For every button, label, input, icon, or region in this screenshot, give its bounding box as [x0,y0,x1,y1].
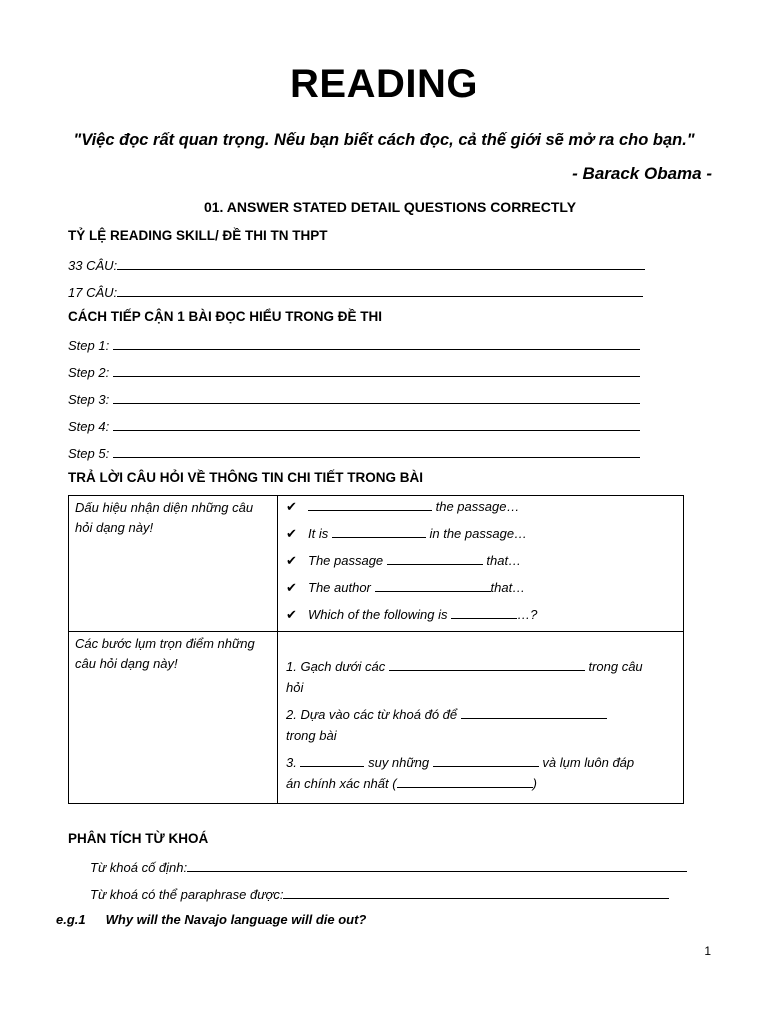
item-text: 3. [286,755,297,770]
row-label-steps: Các bước lụm trọn điểm những câu hỏi dạng này! [69,632,278,804]
ratio-heading: TỶ LỆ READING SKILL/ ĐỀ THI TN THPT [68,228,328,243]
paraphrase-keyword-label: Từ khoá có thể paraphrase được: [90,887,284,902]
answer-blank [300,754,364,767]
item-text: suy những [368,755,430,770]
list-item [286,496,675,523]
answer-blank [332,525,426,538]
example-label: e.g.1 [56,912,86,927]
item-text: The passage [308,553,384,568]
checkmark-icon: ✔ [286,526,297,541]
checkmark-icon: ✔ [286,553,297,568]
item-text: trong câu [588,659,643,674]
list-item [286,704,675,746]
item-text: 1. Gạch dưới các [286,659,386,674]
answer-blank [283,886,669,899]
paraphrase-keyword-line [90,886,669,902]
list-item [286,550,675,577]
item-text: in the passage… [429,526,528,541]
example-line [56,912,366,927]
item-text: ) [532,776,537,791]
list-item [286,604,675,631]
answer-blank [451,606,517,619]
item-text: hỏi [286,680,304,695]
list-item [286,523,675,550]
step-label: Step 5: [68,446,110,461]
steps-cell [278,632,684,804]
answer-blank [187,859,687,872]
item-text: that… [486,553,522,568]
quote: "Việc đọc rất quan trọng. Nếu bạn biết cách đọc, cả thế giới sẽ mở ra cho bạn." [73,131,695,149]
fixed-keyword-label: Từ khoá cố định: [90,860,188,875]
item-text: the passage… [435,499,520,514]
step-label: Step 3: [68,392,110,407]
answer-blank [397,775,533,788]
ratio-label-17: 17 CÂU: [68,285,118,300]
page-number: 1 [704,944,711,958]
answer-blank [113,364,640,377]
item-text: trong bài [286,728,337,743]
signs-cell [278,496,684,632]
checkmark-icon: ✔ [286,580,297,595]
checkmark-icon: ✔ [286,607,297,622]
item-text: và lụm luôn đáp [542,755,635,770]
item-text: 2. Dựa vào các từ khoá đó để [286,707,458,722]
fixed-keyword-line [90,859,687,875]
answer-blank [461,706,607,719]
list-item [286,577,675,604]
section-title: 01. ANSWER STATED DETAIL QUESTIONS CORRECTLY [203,199,577,215]
answer-blank [389,658,585,671]
item-text: It is [308,526,329,541]
step-label: Step 4: [68,419,110,434]
item-text: The author [308,580,371,595]
step-line-4 [68,418,640,434]
item-text: án chính xác nhất ( [286,776,397,791]
quote-author: - Barack Obama - [572,164,712,183]
answer-blank [308,498,432,511]
step-label: Step 2: [68,365,110,380]
answer-blank [113,445,640,458]
detail-heading: TRẢ LỜI CÂU HỎI VỀ THÔNG TIN CHI TIẾT TRONG BÀI [68,470,424,485]
item-text: Which of the following is [308,607,448,622]
keywords-heading: PHÂN TÍCH TỪ KHOÁ [68,831,209,846]
ratio-line-17 [68,284,643,300]
step-line-2 [68,364,640,380]
step-label: Step 1: [68,338,110,353]
answer-blank [375,579,491,592]
step-line-5 [68,445,640,461]
answer-blank [117,257,645,270]
approach-heading: CÁCH TIẾP CẬN 1 BÀI ĐỌC HIỂU TRONG ĐỀ THI [68,309,383,324]
list-item [286,656,675,698]
answer-blank [113,418,640,431]
answer-blank [433,754,539,767]
answer-blank [387,552,483,565]
question-type-table [68,495,684,804]
example-question: Why will the Navajo language will die out? [105,912,367,927]
step-line-3 [68,391,640,407]
page-title: READING [290,62,478,106]
list-item [286,752,675,794]
answer-blank [113,391,640,404]
ratio-label-33: 33 CÂU: [68,258,118,273]
table-row [69,496,684,632]
answer-blank [117,284,643,297]
ratio-line-33 [68,257,645,273]
step-line-1 [68,337,640,353]
row-label-signs: Dấu hiệu nhận diện những câu hỏi dạng này! [69,496,278,632]
checkmark-icon: ✔ [286,499,297,514]
table-row [69,632,684,804]
item-text: that… [490,580,526,595]
item-text: …? [517,607,538,622]
answer-blank [113,337,640,350]
